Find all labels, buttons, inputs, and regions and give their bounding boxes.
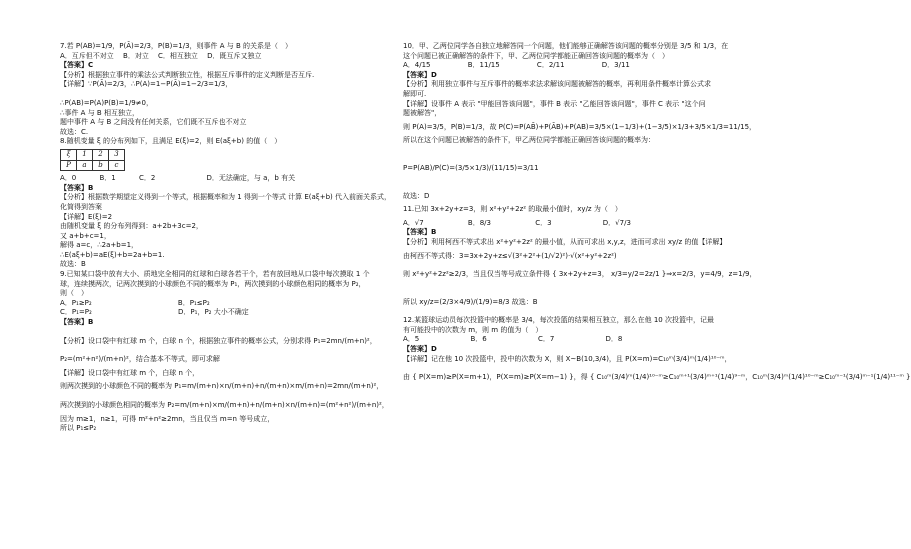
- text-line: ∴事件 A 与 B 相互独立，: [60, 108, 139, 117]
- right-column: [403, 42, 911, 383]
- text-line: 【详解】设事件 A 表示 "甲能回答该问题"，事件 B 表示 "乙能回答该问题"，事件 C 表示 "这个问: [403, 99, 706, 108]
- text-line: 解得 a=c，∴2a+b=1，: [60, 241, 139, 250]
- text-line: P₂=(m²+n²)/(m+n)²，结合基本不等式，即可求解: [60, 355, 220, 364]
- text-line: 故选：C.: [60, 127, 89, 136]
- answer-label: 【答案】D: [403, 70, 437, 79]
- text-line: 【详解】∵P(Ā)=2/3，∴P(A)=1−P(Ā)=1−2/3=1/3，: [60, 80, 233, 89]
- answer-label: 【答案】B: [403, 228, 437, 237]
- text-line: 【详解】记在他 10 次投篮中，投中的次数为 X，则 X~B(10,3/4)，且 P(X=m)=C₁₀ᵐ(3/4)ᵐ(1/4)¹⁰⁻ᵐ，: [403, 354, 732, 363]
- spacer: [403, 364, 741, 373]
- left-column: [60, 42, 390, 434]
- spacer: [403, 146, 741, 164]
- text-line: 故选：D: [403, 191, 430, 200]
- text-line: 因为 m≥1，n≥1，可得 m²+n²≥2mn，当且仅当 m=n 等号成立，: [60, 414, 275, 423]
- text-line: 题被解答"，: [403, 109, 442, 118]
- table-cell: 3: [109, 149, 125, 160]
- spacer: [60, 346, 390, 355]
- text-line: 这个问题已被正确解答的条件下，甲、乙两位同学都能正确回答该问题的概率为（ ）: [403, 51, 669, 60]
- text-line: A．P₁≥P₂ B．P₁≤P₂: [60, 298, 210, 307]
- text-line: 【分析】根据独立事件的乘法公式判断独立性，根据互斥事件的定义判断是否互斥.: [60, 70, 315, 79]
- text-line: 由 { P(X=m)≥P(X=m+1)，P(X=m)≥P(X=m−1) }，得 { C₁₀ᵐ(3/4)ᵐ(1/4)¹⁰⁻ᵐ≥C₁₀ᵐ⁺¹(3/4)ᵐ⁺¹(1/4)⁹⁻ᵐ，C₁₀ᵐ(3/4)ᵐ(1/4)¹⁰⁻ᵐ≥C₁₀ᵐ⁻¹(3/4)ᵐ⁻¹(1/4)¹¹⁻ᵐ }: [403, 373, 911, 382]
- text-line: 则 P(A)=3/5，P(B)=1/3，故 P(C)=P(AB̄)+P(ĀB)+P(AB)=3/5×(1−1/3)+(1−3/5)×1/3+3/5×1/3=11/15，: [403, 122, 757, 131]
- text-line: A．0 B．1 C．2 D．无法确定，与 a，b 有关: [60, 174, 296, 183]
- text-line: 则两次摸到的小球颜色不同的概率为 P₁=m/(m+n)×n/(m+n)+n/(m+n)×m/(m+n)=2mn/(m+n)²，: [60, 382, 384, 391]
- text-line: 8.随机变量 ξ 的分布列如下，且满足 E(ξ)=2，则 E(aξ+b) 的值（ ）: [60, 137, 282, 146]
- text-line: 所以 P₁≤P₂: [60, 424, 97, 433]
- table-row: [61, 149, 125, 160]
- text-line: 11.已知 3x+2y+z=3，则 x²+y²+2z² 的取最小值时，xy/z 为（ ）: [403, 205, 622, 214]
- spacer: [403, 280, 741, 298]
- text-line: 所以 xy/z=(2/3×4/9)/(1/9)=8/3 故选：B: [403, 297, 538, 306]
- text-line: C．P₁=P₂ D．P₁，P₂ 大小不确定: [60, 308, 249, 317]
- text-line: 【分析】根据数学期望定义得到一个等式，根据概率和为 1 得到一个等式 计算 E(aξ+b) 代入前面关系式，: [60, 193, 391, 202]
- text-line: 由随机变量 ξ 的分布列得到：a+2b+3c=2，: [60, 222, 203, 231]
- text-line: 故选：B: [60, 260, 86, 269]
- distribution-table: [60, 149, 125, 171]
- table-cell: 2: [93, 149, 109, 160]
- table-cell: b: [93, 160, 109, 171]
- answer-label: 【答案】B: [60, 318, 94, 327]
- table-cell: ξ: [61, 149, 77, 160]
- spacer: [60, 392, 390, 401]
- text-line: 【详解】设口袋中有红球 m 个，白球 n 个，: [60, 368, 200, 377]
- text-line: 所以在这个问题已被解答的条件下，甲乙两位同学都能正确回答该问题的概率为：: [403, 136, 655, 145]
- text-line: P=P(AB)/P(C)=(3/5×1/3)/(11/15)=3/11: [403, 163, 539, 172]
- text-line: A．5 B．6 C．7 D．8: [403, 335, 623, 344]
- text-line: 球，连续摸两次，记两次摸到的小球颜色不同的概率为 P₁，两次摸到的小球颜色相同的概率为 P₂，: [60, 279, 366, 288]
- answer-label: 【答案】D: [403, 345, 437, 354]
- answer-label: 【答案】B: [60, 183, 94, 192]
- text-line: A．√7 B．8/3 C．3 D．√7/3: [403, 218, 631, 227]
- text-line: 7.若 P(AB)=1/9，P(Ā)=2/3，P(B)=1/3，则事件 A 与 B 的关系是（ ）: [60, 42, 293, 50]
- text-line: A．互斥但不对立 B．对立 C．相互独立 D．既互斥又独立: [60, 51, 262, 60]
- answer-label: 【答案】C: [60, 61, 94, 70]
- text-line: 题中事件 A 与 B 之间没有任何关系，它们既不互斥也不对立: [60, 118, 247, 127]
- text-line: 则（ ）: [60, 289, 88, 298]
- spacer: [403, 307, 741, 316]
- table-cell: 1: [77, 149, 93, 160]
- spacer: [60, 328, 390, 337]
- text-line: 解即可.: [403, 89, 427, 98]
- table-row: [61, 160, 125, 171]
- spacer: [403, 261, 741, 270]
- spacer: [60, 90, 390, 99]
- text-line: 9.已知某口袋中放有大小、质地完全相同的红球和白球各若干个，若有放回地从口袋中每次摸取 1 个: [60, 270, 370, 279]
- table-cell: a: [77, 160, 93, 171]
- text-line: ∴P(AB)=P(A)P(B)=1/9≠0，: [60, 98, 153, 107]
- text-line: 12.某篮球运动员每次投篮中的概率是 3/4，每次投篮的结果相互独立，那么在他 10 次投篮中，记最: [403, 316, 714, 325]
- text-line: 两次摸到的小球颜色相同的概率为 P₂=m/(m+n)×m/(m+n)+n/(m+n)×n/(m+n)=(m²+n²)/(m+n)²，: [60, 401, 389, 409]
- text-line: 【分析】利用独立事件与互斥事件的概率求法求解该问题被解答的概率，再利用条件概率计算公式求: [403, 80, 711, 89]
- spacer: [403, 174, 741, 192]
- text-line: A．4/15 B．11/15 C．2/11 D．3/11: [403, 61, 630, 70]
- text-line: 【分析】利用柯西不等式求出 x²+y²+2z² 的最小值，从而可求出 x,y,z，进而可求出 xy/z 的值【详解】: [403, 237, 727, 246]
- table-cell: P: [61, 160, 77, 171]
- text-line: 有可能投中的次数为 m，则 m 的值为（ ）: [403, 325, 543, 334]
- text-line: 【分析】设口袋中有红球 m 个，白球 n 个，根据独立事件的概率公式，分别求得 P₁=2mn/(m+n)²，: [60, 336, 377, 345]
- text-line: 又 a+b+c=1，: [60, 231, 111, 240]
- text-line: 化简得到答案: [60, 202, 102, 211]
- table-cell: c: [109, 160, 125, 171]
- text-line: 由柯西不等式得：3=3x+2y+z≤√(3²+2²+(1/√2)²)·√(x²+y²+2z²): [403, 251, 617, 260]
- text-line: 则 x²+y²+2z²≥2/3，当且仅当等号成立条件得 { 3x+2y+z=3， x/3=y/2=2z/1 }⇒x=2/3，y=4/9，z=1/9，: [403, 270, 757, 279]
- text-line: ∴E(aξ+b)=aE(ξ)+b=2a+b=1.: [60, 250, 165, 259]
- text-line: 【详解】E(ξ)=2: [60, 212, 113, 221]
- text-line: 10．甲、乙两位同学各自独立地解答同一个问题，他们能够正确解答该问题的概率分别是 3/5 和 1/3，在: [403, 42, 729, 50]
